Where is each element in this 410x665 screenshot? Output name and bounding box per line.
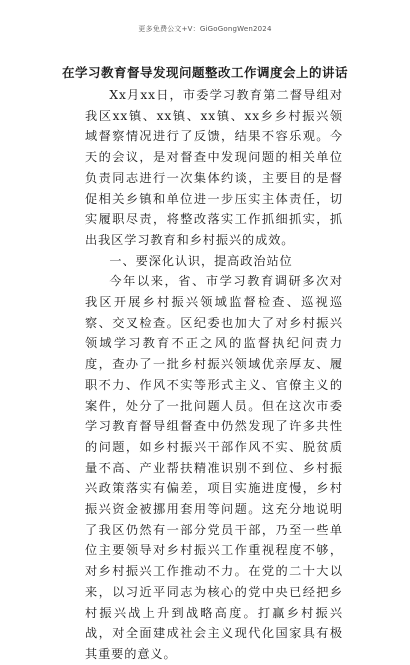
document-body (85, 85, 343, 665)
section-heading: 一、要深化认识，提高政治站位 (109, 253, 293, 268)
document-title: 在学习教育督导发现问题整改工作调度会上的讲话 (61, 65, 348, 80)
paragraph-body: 今年以来，省、市学习教育调研多次对我区开展乡村振兴领域监督检查、巡视巡察、交叉检查。区纪委也加大了对乡村振兴领域学习教育不正之风的监督执纪问责力度，查办了一批乡村振兴领域优亲厚友、履职不力、作风不实等形式主义、官僚主义的案件，处分了一批问题人员。但在这次市委学习教育督导组督查中仍然发现了许多共性的问题，如乡村振兴干部作风不实、脱贫质量不高、产业帮扶精准识别不到位、乡村振兴政策落实有偏差，项目实施进度慢，乡村振兴资金被挪用套用等问题。这充分地说明了我区仍然有一部分党员干部，乃至一些单位主要领导对乡村振兴工作重视程度不够，对乡村振兴工作推动不力。在党的二十大以来，以习近平同志为核心的党中央已经把乡村振兴战上升到战略高度。打赢乡村振兴战，对全面建成社会主义现代化国家具有极其重要的意义。 (85, 274, 343, 661)
paragraph-intro: Xx月xx日，市委学习教育第二督导组对我区xx镇、xx镇、xx镇、xx乡乡村振兴领域督察情况进行了反馈，结果不容乐观。今天的会议，是对督查中发现问题的相关单位负责同志进行一次集体约谈，主要目的是督促相关乡镇和单位进一步压实主体责任，切实履职尽责，将整改落实工作抓细抓实，抓出我区学习教育和乡村振兴的成效。 (85, 88, 343, 247)
watermark-text: 更多免费公文+V：GiGoGongWen2024 (138, 25, 272, 33)
